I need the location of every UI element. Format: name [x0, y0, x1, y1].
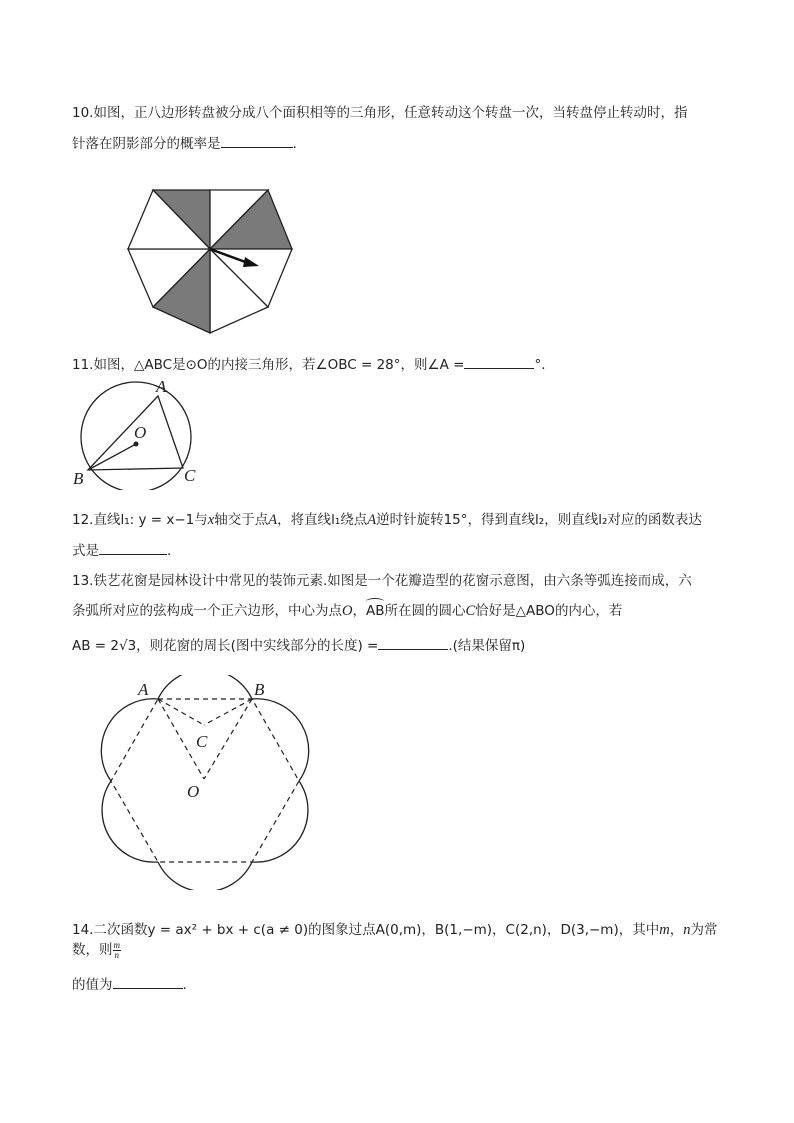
q10-line2: 针落在阴影部分的概率是 . — [72, 133, 722, 154]
label-C: C — [184, 466, 196, 485]
label-A: A — [138, 680, 149, 699]
q12-line1: 12.直线l₁: y = x−1与x轴交于点A，将直线l₁绕点A逆时针旋转15°，得到直线l₂，则直线l₂对应的函数表达 — [72, 512, 702, 528]
label-B: B — [254, 680, 265, 699]
question-12 — [72, 510, 722, 561]
octagon-spinner-figure — [120, 165, 300, 340]
fraction-m-over-n: $\frac{m}{n}$ — [113, 939, 120, 960]
label-B: B — [73, 469, 84, 488]
q14-line1: 14.二次函数y = ax² + bx + c(a ≠ 0)的图象过点A(0,m)，B(1,−m)，C(2,n)，D(3,−m)，其中m，n为常数，则 $\frac{m}{n}$ — [72, 922, 718, 960]
question-10 — [72, 103, 722, 154]
q14-line2: 的值为 . — [72, 974, 722, 995]
flower-window-figure — [100, 675, 325, 890]
q13-line2: 条弧所对应的弦构成一个正六边形，中心为点O，AB所在圆的圆心C恰好是△ABO的内心，若 — [72, 603, 623, 619]
q13-line1: 13.铁艺花窗是园林设计中常见的装饰元素.如图是一个花瓣造型的花窗示意图，由六条等弧连接而成，六 — [72, 573, 692, 589]
label-C: C — [196, 732, 208, 751]
q14-answer-blank[interactable] — [113, 974, 183, 989]
q13-answer-blank[interactable] — [378, 635, 448, 650]
inscribed-triangle-figure — [70, 378, 210, 490]
arc-ab: AB — [365, 603, 385, 619]
q10-answer-blank[interactable] — [221, 133, 293, 148]
question-14 — [72, 920, 722, 995]
label-A: A — [156, 378, 167, 396]
q12-answer-blank[interactable] — [99, 540, 167, 555]
question-11: 11.如图，△ABC是⊙O的内接三角形，若∠OBC = 28°，则∠A = °. — [72, 354, 722, 375]
label-O: O — [187, 782, 200, 801]
label-O: O — [134, 423, 147, 442]
q13-line3: AB = 2√3，则花窗的周长(图中实线部分的长度) = .(结果保留π) — [72, 635, 722, 656]
q11-answer-blank[interactable] — [464, 354, 534, 369]
question-13 — [72, 571, 722, 656]
q12-line2: 式是 . — [72, 540, 722, 561]
q10-line1: 10.如图，正八边形转盘被分成八个面积相等的三角形，任意转动这个转盘一次，当转盘停止转动时，指 — [72, 105, 688, 121]
